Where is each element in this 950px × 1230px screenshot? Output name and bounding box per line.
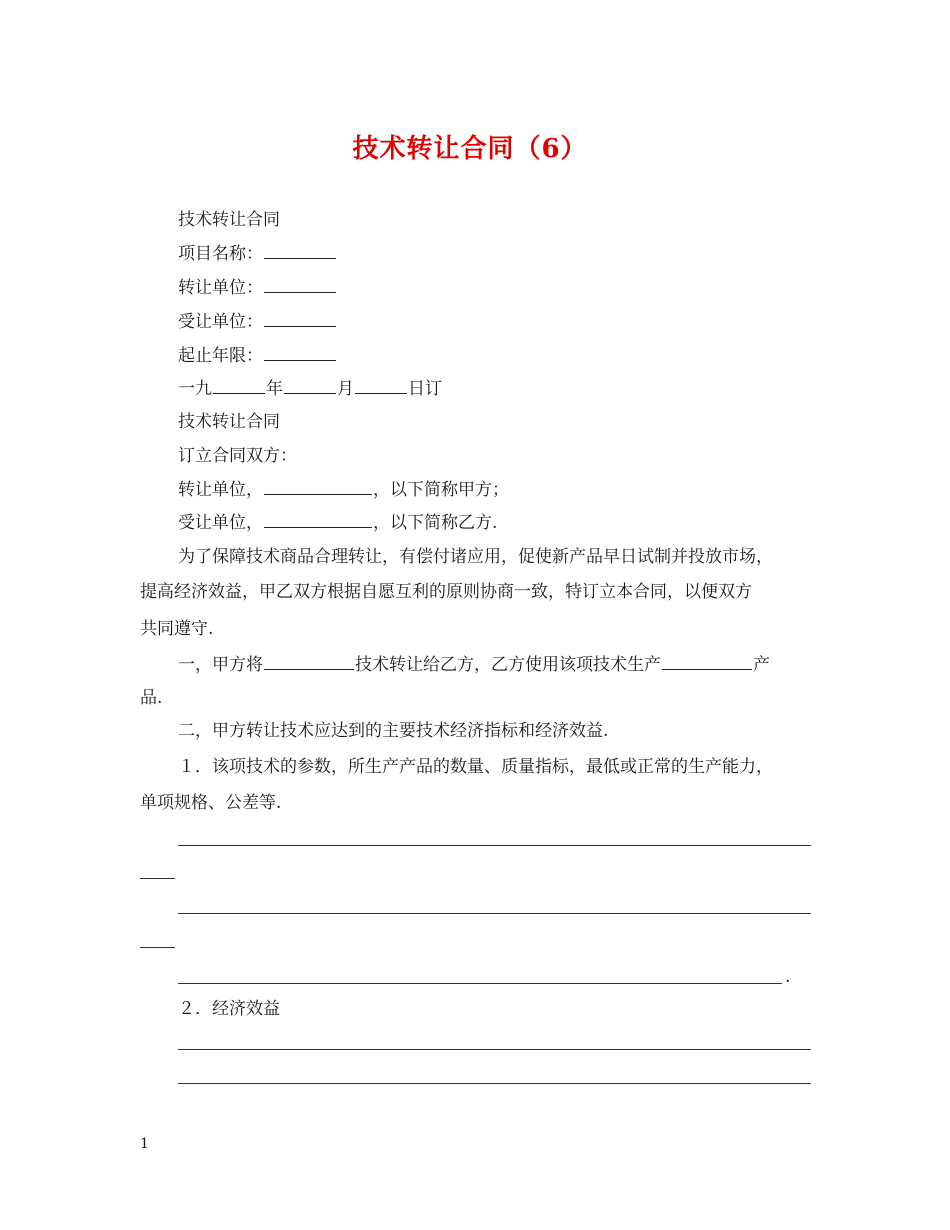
fill-line bbox=[178, 1083, 811, 1084]
party-b-line bbox=[178, 512, 497, 534]
transferor-line bbox=[178, 277, 337, 299]
month-blank bbox=[284, 379, 336, 394]
preamble-line-1: 为了保障技术商品合理转让，有偿付诸应用，促使新产品早日试制并投放市场， bbox=[178, 547, 773, 567]
preamble-line-3: 共同遵守. bbox=[140, 619, 214, 639]
term-blank bbox=[264, 346, 336, 361]
clause-1-tail: 品. bbox=[140, 688, 163, 708]
technology-blank bbox=[264, 655, 354, 670]
party-a-blank bbox=[264, 480, 372, 495]
date-line bbox=[178, 378, 442, 400]
transferee-line bbox=[178, 311, 337, 333]
project-name-label: 项目名称： bbox=[178, 244, 263, 264]
transferee-blank bbox=[264, 312, 336, 327]
fill-line-tail bbox=[140, 878, 175, 879]
fill-line-tail bbox=[140, 947, 175, 948]
transferor-label: 转让单位： bbox=[178, 278, 263, 298]
year-blank bbox=[213, 379, 265, 394]
item-2-heading: ２．经济效益 bbox=[178, 999, 280, 1019]
parties-intro: 订立合同双方： bbox=[178, 446, 297, 466]
term-line bbox=[178, 345, 337, 367]
party-a-line bbox=[178, 479, 509, 501]
party-b-suffix: ，以下简称乙方. bbox=[373, 513, 498, 533]
project-name-line bbox=[178, 243, 337, 265]
date-prefix: 一九 bbox=[178, 379, 212, 399]
clause-1-part-c: 产 bbox=[753, 655, 770, 675]
transferee-label: 受让单位： bbox=[178, 312, 263, 332]
clause-1-line bbox=[178, 654, 770, 676]
preamble-line-2: 提高经济效益，甲乙双方根据自愿互利的原则协商一致，特订立本合同，以便双方 bbox=[140, 582, 752, 602]
document-title: 技术转让合同（6） bbox=[352, 134, 588, 164]
fill-line bbox=[178, 983, 782, 984]
day-sign-label: 日订 bbox=[408, 379, 442, 399]
month-label: 月 bbox=[337, 379, 354, 399]
fill-line-period: . bbox=[785, 967, 791, 987]
party-a-label: 转让单位， bbox=[178, 480, 263, 500]
fill-line bbox=[178, 845, 811, 846]
body-heading: 技术转让合同 bbox=[178, 412, 280, 432]
item-1-line-1: １．该项技术的参数，所生产产品的数量、质量指标，最低或正常的生产能力， bbox=[178, 757, 773, 777]
product-blank bbox=[662, 655, 752, 670]
project-name-blank bbox=[264, 244, 336, 259]
clause-1-part-a: 一，甲方将 bbox=[178, 655, 263, 675]
day-blank bbox=[355, 379, 407, 394]
item-1-line-2: 单项规格、公差等. bbox=[140, 793, 282, 813]
clause-2: 二，甲方转让技术应达到的主要技术经济指标和经济效益. bbox=[178, 721, 609, 741]
clause-1-part-b: 技术转让给乙方，乙方使用该项技术生产 bbox=[355, 655, 661, 675]
page-number: 1 bbox=[140, 1136, 149, 1152]
cover-heading: 技术转让合同 bbox=[178, 210, 280, 230]
fill-line bbox=[178, 1049, 811, 1050]
party-b-label: 受让单位， bbox=[178, 513, 263, 533]
term-label: 起止年限： bbox=[178, 346, 263, 366]
party-b-blank bbox=[264, 513, 372, 528]
party-a-suffix: ，以下简称甲方； bbox=[373, 480, 509, 500]
transferor-blank bbox=[264, 278, 336, 293]
year-label: 年 bbox=[266, 379, 283, 399]
fill-line bbox=[178, 913, 811, 914]
